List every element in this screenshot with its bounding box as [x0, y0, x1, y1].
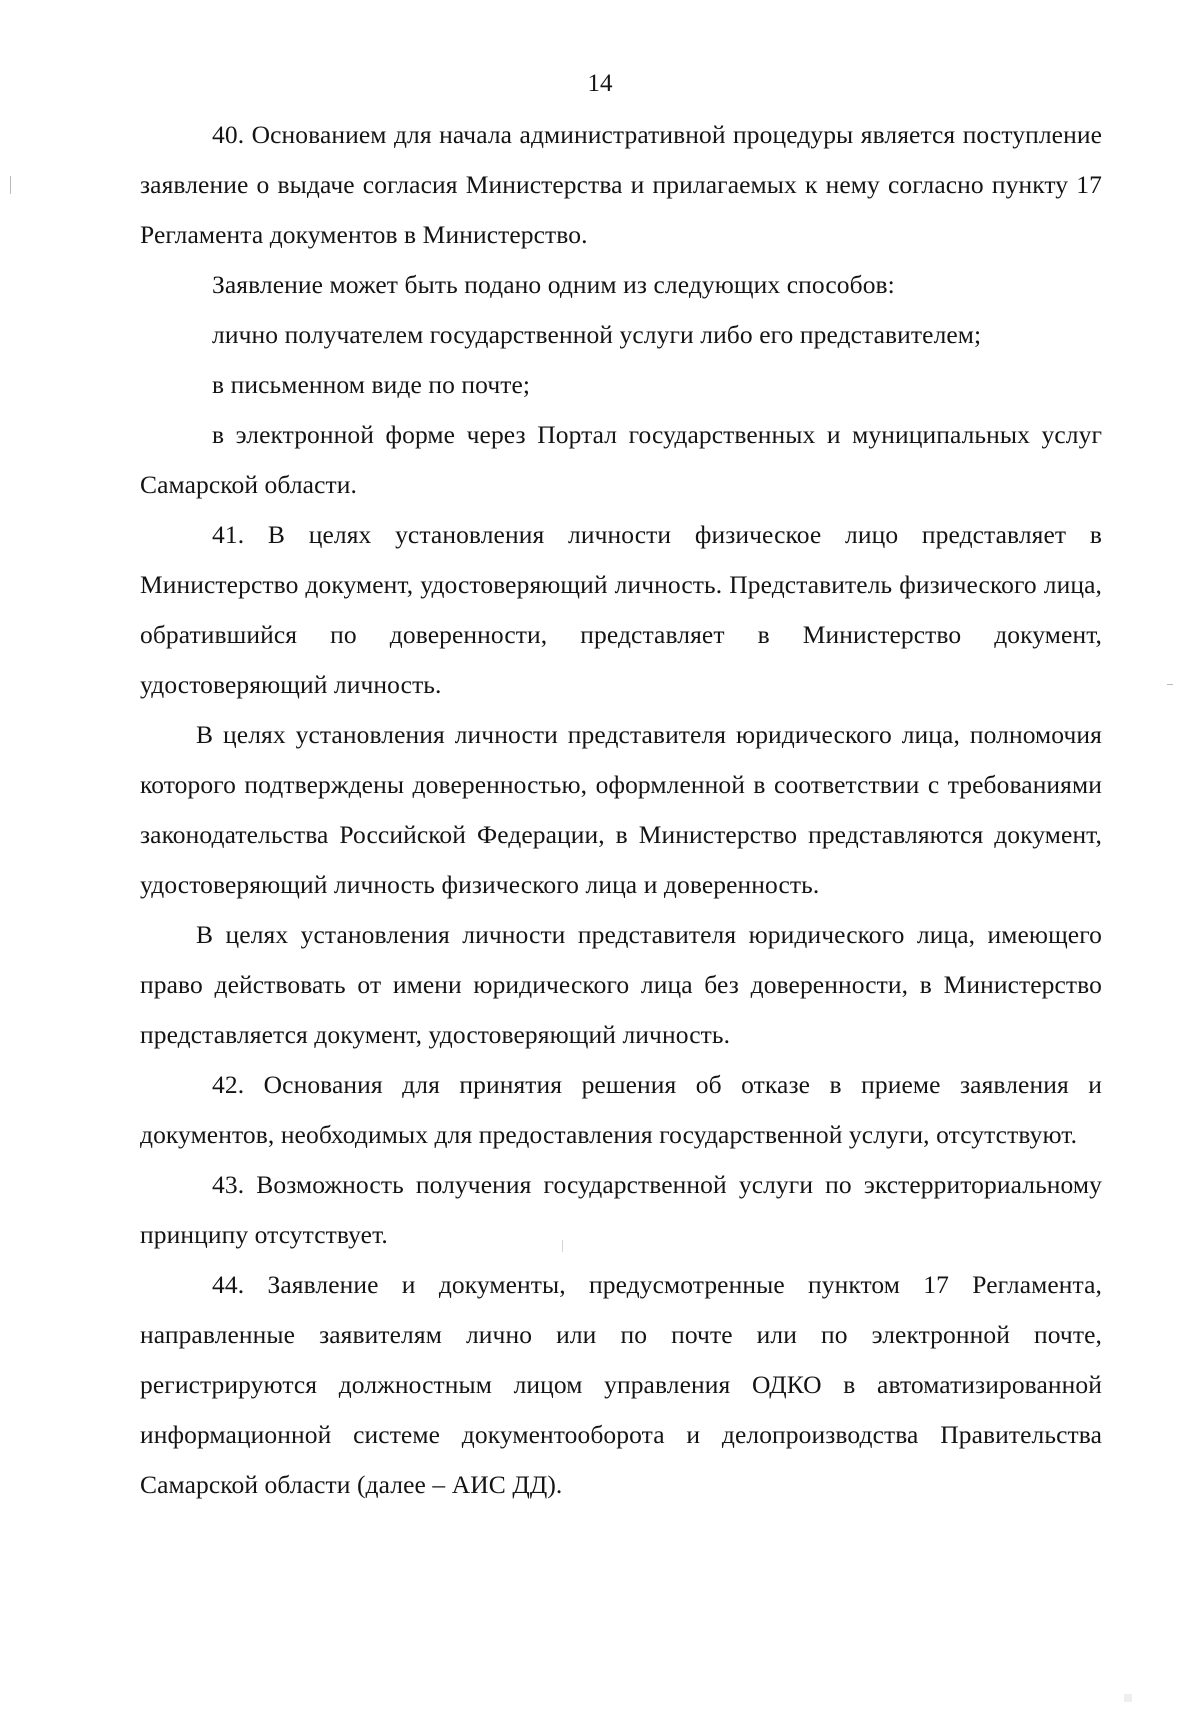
paragraph-method-by-mail: в письменном виде по почте;: [212, 370, 531, 399]
paragraph-42: 42. Основания для принятия решения об отказе в приеме заявления и документов, необходимых для предоставления государственной услуги, отсутствуют.: [140, 1070, 1102, 1149]
document-body: [140, 110, 1102, 1510]
scan-artifact-left: [10, 176, 11, 194]
paragraph-41: 41. В целях установления личности физическое лицо представляет в Министерство документ, удостоверяющий личность. Представитель физического лица, обратившийся по доверенности, представляет в Министерство документ, удостоверяющий личность.: [140, 520, 1102, 699]
scan-artifact-right: [1167, 684, 1173, 685]
scan-artifact-middle: [562, 1240, 563, 1252]
paragraph-method-in-person: лично получателем государственной услуги либо его представителем;: [212, 320, 982, 349]
scan-artifact-bottom: [1124, 1694, 1132, 1702]
paragraph-43: 43. Возможность получения государственной услуги по экстерриториальному принципу отсутствует.: [140, 1170, 1102, 1249]
page-number: 14: [587, 70, 613, 97]
paragraph-44: 44. Заявление и документы, предусмотренные пунктом 17 Регламента, направленные заявителям лично или по почте или по электронной почте, регистрируются должностным лицом управления ОДКО в автоматизированной информационной системе документооборота и делопроизводства Правительства Самарской области (далее – АИС ДД).: [140, 1270, 1102, 1499]
paragraph-40: 40. Основанием для начала административной процедуры является поступление заявление о выдаче согласия Министерства и прилагаемых к нему согласно пункту 17 Регламента документов в Министерство.: [140, 120, 1102, 249]
paragraph-legal-entity-by-proxy: В целях установления личности представителя юридического лица, полномочия которого подтверждены доверенностью, оформленной в соответствии с требованиями законодательства Российской Федерации, в Министерство представляются документ, удостоверяющий личность физического лица и доверенность.: [140, 720, 1102, 899]
paragraph-legal-entity-without-proxy: В целях установления личности представителя юридического лица, имеющего право действовать от имени юридического лица без доверенности, в Министерство представляется документ, удостоверяющий личность.: [140, 920, 1102, 1049]
paragraph-submission-methods: Заявление может быть подано одним из следующих способов:: [212, 270, 895, 299]
paragraph-method-electronic: в электронной форме через Портал государственных и муниципальных услуг Самарской области.: [140, 420, 1102, 499]
